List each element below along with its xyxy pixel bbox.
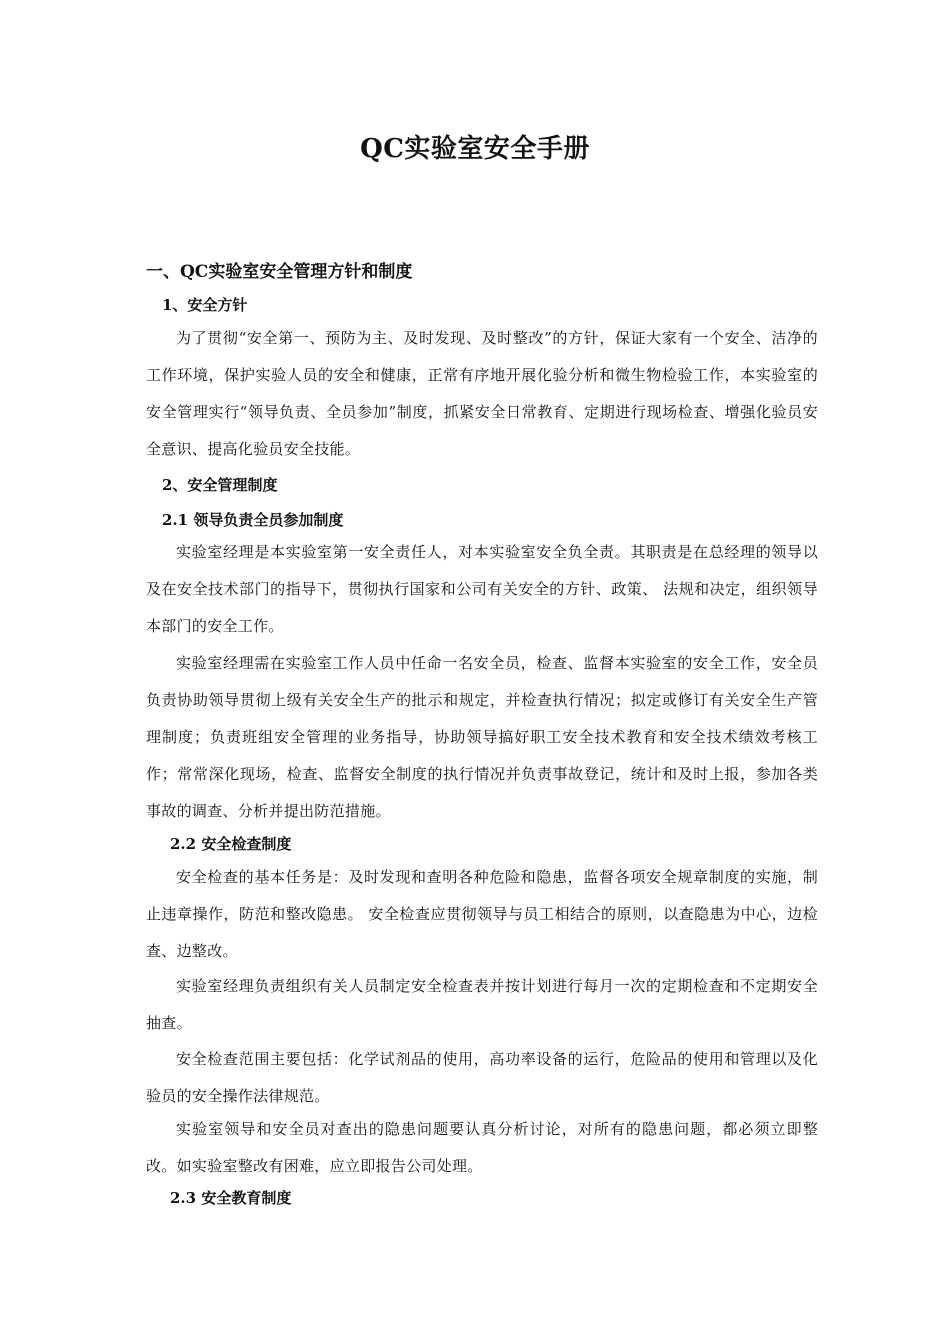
paragraph: 为了贯彻“安全第一、预防为主、及时发现、及时整改”的方针，保证大家有一个安全、洁净的工作环境，保护实验人员的安全和健康，正常有序地开展化验分析和微生物检验工作，本实验室的安全管理实行“领导负责、全员参加”制度，抓紧安全日常教育、定期进行现场检查、增强化验员安全意识、提高化验员安全技能。 — [146, 329, 818, 458]
paragraph: 安全检查的基本任务是：及时发现和查明各种危险和隐患，监督各项安全规章制度的实施，制止违章操作，防范和整改隐患。 安全检查应贯彻领导与员工相结合的原则，以查隐患为中心，边检查、边整改。 — [146, 868, 818, 960]
subsection-heading: 2.2 安全检查制度 — [170, 835, 292, 853]
subsection-heading: 1、安全方针 — [162, 296, 248, 314]
paragraph: 实验室经理需在实验室工作人员中任命一名安全员，检查、监督本实验室的安全工作，安全员负责协助领导贯彻上级有关安全生产的批示和规定，并检查执行情况；拟定或修订有关安全生产管理制度；负责班组安全管理的业务指导，协助领导搞好职工安全技术教育和安全技术绩效考核工作；常常深化现场，检查、监督安全制度的执行情况并负责事故登记，统计和及时上报，参加各类事故的调查、分析并提出防范措施。 — [146, 654, 818, 820]
paragraph: 实验室经理是本实验室第一安全责任人，对本实验室安全负全责。其职责是在总经理的领导以及在安全技术部门的指导下，贯彻执行国家和公司有关安全的方针、政策、 法规和决定，组织领导本部门的安全工作。 — [146, 543, 818, 635]
subsection-heading: 2.1 领导负责全员参加制度 — [162, 511, 344, 529]
subsection-heading: 2.3 安全教育制度 — [170, 1189, 292, 1207]
section-heading: 一、QC实验室安全管理方针和制度 — [146, 262, 413, 282]
subsection-heading: 2、安全管理制度 — [162, 476, 278, 494]
paragraph: 安全检查范围主要包括：化学试剂品的使用，高功率设备的运行，危险品的使用和管理以及化验员的安全操作法律规范。 — [146, 1050, 818, 1105]
document-title: QC实验室安全手册 — [360, 134, 590, 164]
paragraph: 实验室领导和安全员对查出的隐患问题要认真分析讨论，对所有的隐患问题，都必须立即整改。如实验室整改有困难，应立即报告公司处理。 — [146, 1120, 818, 1175]
paragraph: 实验室经理负责组织有关人员制定安全检查表并按计划进行每月一次的定期检查和不定期安全抽查。 — [146, 977, 818, 1032]
